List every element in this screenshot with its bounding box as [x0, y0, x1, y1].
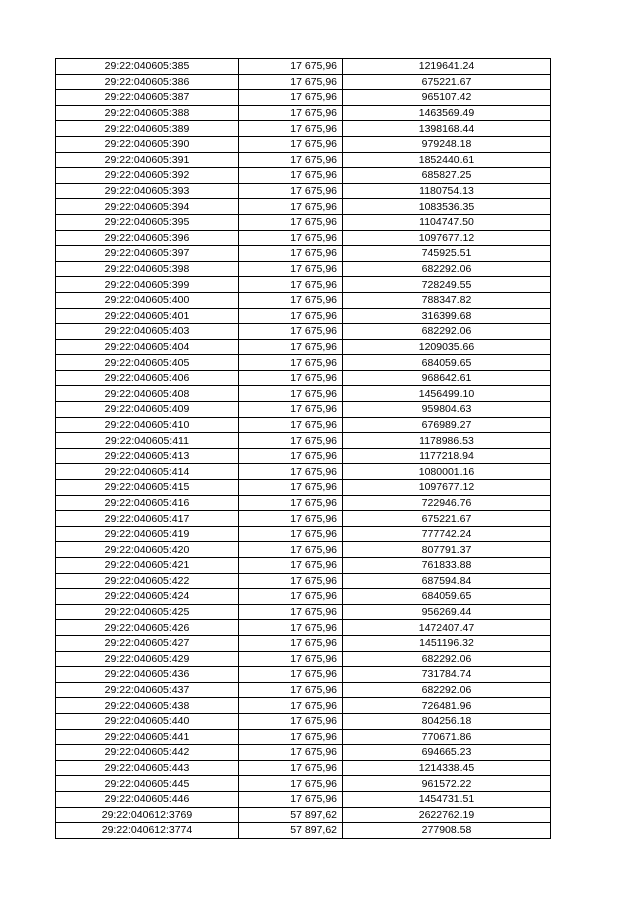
area-cell: 17 675,96	[239, 776, 343, 792]
cadastral-value-cell: 731784.74	[343, 667, 551, 683]
cadastral-value-cell: 685827.25	[343, 168, 551, 184]
area-cell: 17 675,96	[239, 526, 343, 542]
area-cell: 57 897,62	[239, 807, 343, 823]
table-row	[56, 90, 551, 106]
cadastral-number-cell: 29:22:040605:396	[56, 230, 239, 246]
cadastral-value-cell: 807791.37	[343, 542, 551, 558]
table-row	[56, 791, 551, 807]
cadastral-number-cell: 29:22:040605:425	[56, 604, 239, 620]
area-cell: 17 675,96	[239, 292, 343, 308]
area-cell: 17 675,96	[239, 402, 343, 418]
cadastral-number-cell: 29:22:040605:405	[56, 355, 239, 371]
table-row	[56, 667, 551, 683]
table-row	[56, 121, 551, 137]
table-row	[56, 324, 551, 340]
cadastral-value-cell: 1214338.45	[343, 760, 551, 776]
table-row	[56, 417, 551, 433]
table-row	[56, 355, 551, 371]
cadastral-number-cell: 29:22:040612:3769	[56, 807, 239, 823]
cadastral-value-cell: 788347.82	[343, 292, 551, 308]
area-cell: 17 675,96	[239, 59, 343, 75]
cadastral-number-cell: 29:22:040605:398	[56, 261, 239, 277]
cadastral-value-cell: 684059.65	[343, 589, 551, 605]
area-cell: 17 675,96	[239, 261, 343, 277]
cadastral-value-cell: 1180754.13	[343, 183, 551, 199]
cadastral-value-cell: 1104747.50	[343, 214, 551, 230]
table-row	[56, 760, 551, 776]
cadastral-value-cell: 770671.86	[343, 729, 551, 745]
area-cell: 17 675,96	[239, 433, 343, 449]
table-row	[56, 448, 551, 464]
area-cell: 17 675,96	[239, 698, 343, 714]
cadastral-number-cell: 29:22:040605:409	[56, 402, 239, 418]
cadastral-value-cell: 745925.51	[343, 246, 551, 262]
cadastral-value-cell: 1083536.35	[343, 199, 551, 215]
cadastral-number-cell: 29:22:040612:3774	[56, 823, 239, 839]
table-row	[56, 230, 551, 246]
cadastral-number-cell: 29:22:040605:391	[56, 152, 239, 168]
table-row	[56, 823, 551, 839]
table-row	[56, 807, 551, 823]
area-cell: 17 675,96	[239, 651, 343, 667]
table-row	[56, 59, 551, 75]
cadastral-number-cell: 29:22:040605:421	[56, 558, 239, 574]
cadastral-value-cell: 979248.18	[343, 136, 551, 152]
cadastral-number-cell: 29:22:040605:394	[56, 199, 239, 215]
area-cell: 17 675,96	[239, 495, 343, 511]
cadastral-value-cell: 1454731.51	[343, 791, 551, 807]
area-cell: 17 675,96	[239, 121, 343, 137]
cadastral-number-cell: 29:22:040605:429	[56, 651, 239, 667]
cadastral-number-cell: 29:22:040605:397	[56, 246, 239, 262]
area-cell: 17 675,96	[239, 308, 343, 324]
area-cell: 17 675,96	[239, 152, 343, 168]
cadastral-number-cell: 29:22:040605:411	[56, 433, 239, 449]
area-cell: 17 675,96	[239, 214, 343, 230]
cadastral-value-cell: 316399.68	[343, 308, 551, 324]
cadastral-number-cell: 29:22:040605:403	[56, 324, 239, 340]
cadastral-number-cell: 29:22:040605:387	[56, 90, 239, 106]
cadastral-value-cell: 1178986.53	[343, 433, 551, 449]
cadastral-number-cell: 29:22:040605:436	[56, 667, 239, 683]
area-cell: 17 675,96	[239, 589, 343, 605]
cadastral-value-cell: 1852440.61	[343, 152, 551, 168]
table-row	[56, 698, 551, 714]
area-cell: 17 675,96	[239, 682, 343, 698]
cadastral-number-cell: 29:22:040605:413	[56, 448, 239, 464]
table-row	[56, 152, 551, 168]
area-cell: 17 675,96	[239, 635, 343, 651]
area-cell: 17 675,96	[239, 105, 343, 121]
cadastral-number-cell: 29:22:040605:399	[56, 277, 239, 293]
table-row	[56, 511, 551, 527]
area-cell: 17 675,96	[239, 386, 343, 402]
cadastral-value-cell: 968642.61	[343, 370, 551, 386]
area-cell: 17 675,96	[239, 542, 343, 558]
cadastral-value-cell: 722946.76	[343, 495, 551, 511]
cadastral-number-cell: 29:22:040605:395	[56, 214, 239, 230]
cadastral-value-cell: 277908.58	[343, 823, 551, 839]
area-cell: 17 675,96	[239, 324, 343, 340]
table-row	[56, 682, 551, 698]
cadastral-value-cell: 675221.67	[343, 511, 551, 527]
cadastral-number-cell: 29:22:040605:386	[56, 74, 239, 90]
cadastral-number-cell: 29:22:040605:446	[56, 791, 239, 807]
area-cell: 17 675,96	[239, 760, 343, 776]
cadastral-number-cell: 29:22:040605:390	[56, 136, 239, 152]
cadastral-value-cell: 728249.55	[343, 277, 551, 293]
area-cell: 17 675,96	[239, 448, 343, 464]
cadastral-number-cell: 29:22:040605:404	[56, 339, 239, 355]
cadastral-value-cell: 1097677.12	[343, 230, 551, 246]
table-row	[56, 292, 551, 308]
cadastral-value-cell: 1456499.10	[343, 386, 551, 402]
cadastral-value-cell: 1080001.16	[343, 464, 551, 480]
table-row	[56, 261, 551, 277]
cadastral-value-cell: 675221.67	[343, 74, 551, 90]
cadastral-value-cell: 1451196.32	[343, 635, 551, 651]
table-row	[56, 386, 551, 402]
area-cell: 17 675,96	[239, 511, 343, 527]
table-row	[56, 433, 551, 449]
cadastral-number-cell: 29:22:040605:427	[56, 635, 239, 651]
table-row	[56, 651, 551, 667]
area-cell: 17 675,96	[239, 464, 343, 480]
cadastral-value-cell: 961572.22	[343, 776, 551, 792]
cadastral-number-cell: 29:22:040605:388	[56, 105, 239, 121]
cadastral-number-cell: 29:22:040605:445	[56, 776, 239, 792]
cadastral-number-cell: 29:22:040605:424	[56, 589, 239, 605]
cadastral-number-cell: 29:22:040605:443	[56, 760, 239, 776]
area-cell: 17 675,96	[239, 667, 343, 683]
table-row	[56, 246, 551, 262]
area-cell: 17 675,96	[239, 90, 343, 106]
table-row	[56, 214, 551, 230]
cadastral-number-cell: 29:22:040605:408	[56, 386, 239, 402]
table-row	[56, 168, 551, 184]
cadastral-value-cell: 726481.96	[343, 698, 551, 714]
table-row	[56, 776, 551, 792]
table-row	[56, 713, 551, 729]
table-body	[56, 59, 551, 839]
cadastral-value-cell: 1472407.47	[343, 620, 551, 636]
table-row	[56, 729, 551, 745]
cadastral-value-cell: 1219641.24	[343, 59, 551, 75]
table-row	[56, 277, 551, 293]
cadastral-value-cell: 682292.06	[343, 261, 551, 277]
cadastral-value-cell: 684059.65	[343, 355, 551, 371]
cadastral-number-cell: 29:22:040605:442	[56, 745, 239, 761]
area-cell: 17 675,96	[239, 339, 343, 355]
cadastral-number-cell: 29:22:040605:400	[56, 292, 239, 308]
cadastral-value-cell: 1097677.12	[343, 480, 551, 496]
cadastral-value-cell: 2622762.19	[343, 807, 551, 823]
cadastral-value-cell: 1177218.94	[343, 448, 551, 464]
table-row	[56, 308, 551, 324]
table-row	[56, 604, 551, 620]
cadastral-number-cell: 29:22:040605:389	[56, 121, 239, 137]
cadastral-number-cell: 29:22:040605:440	[56, 713, 239, 729]
area-cell: 17 675,96	[239, 745, 343, 761]
cadastral-number-cell: 29:22:040605:410	[56, 417, 239, 433]
cadastral-value-cell: 1398168.44	[343, 121, 551, 137]
area-cell: 57 897,62	[239, 823, 343, 839]
cadastral-number-cell: 29:22:040605:416	[56, 495, 239, 511]
cadastral-value-cell: 682292.06	[343, 651, 551, 667]
cadastral-value-cell: 804256.18	[343, 713, 551, 729]
cadastral-value-cell: 777742.24	[343, 526, 551, 542]
area-cell: 17 675,96	[239, 558, 343, 574]
table-row	[56, 542, 551, 558]
cadastral-number-cell: 29:22:040605:392	[56, 168, 239, 184]
table-row	[56, 495, 551, 511]
cadastral-number-cell: 29:22:040605:438	[56, 698, 239, 714]
area-cell: 17 675,96	[239, 620, 343, 636]
area-cell: 17 675,96	[239, 791, 343, 807]
table-row	[56, 183, 551, 199]
cadastral-number-cell: 29:22:040605:417	[56, 511, 239, 527]
cadastral-value-cell: 1463569.49	[343, 105, 551, 121]
area-cell: 17 675,96	[239, 230, 343, 246]
table-row	[56, 526, 551, 542]
cadastral-value-cell: 965107.42	[343, 90, 551, 106]
cadastral-value-cell: 676989.27	[343, 417, 551, 433]
area-cell: 17 675,96	[239, 183, 343, 199]
table-row	[56, 464, 551, 480]
cadastral-value-table	[55, 58, 551, 839]
cadastral-value-cell: 682292.06	[343, 682, 551, 698]
cadastral-number-cell: 29:22:040605:406	[56, 370, 239, 386]
cadastral-number-cell: 29:22:040605:420	[56, 542, 239, 558]
area-cell: 17 675,96	[239, 713, 343, 729]
cadastral-value-cell: 694665.23	[343, 745, 551, 761]
area-cell: 17 675,96	[239, 573, 343, 589]
area-cell: 17 675,96	[239, 136, 343, 152]
cadastral-number-cell: 29:22:040605:385	[56, 59, 239, 75]
cadastral-number-cell: 29:22:040605:414	[56, 464, 239, 480]
area-cell: 17 675,96	[239, 604, 343, 620]
area-cell: 17 675,96	[239, 370, 343, 386]
cadastral-number-cell: 29:22:040605:422	[56, 573, 239, 589]
area-cell: 17 675,96	[239, 480, 343, 496]
table-row	[56, 620, 551, 636]
cadastral-value-cell: 682292.06	[343, 324, 551, 340]
table-row	[56, 402, 551, 418]
area-cell: 17 675,96	[239, 246, 343, 262]
area-cell: 17 675,96	[239, 355, 343, 371]
table-row	[56, 589, 551, 605]
cadastral-number-cell: 29:22:040605:393	[56, 183, 239, 199]
table-row	[56, 105, 551, 121]
area-cell: 17 675,96	[239, 199, 343, 215]
table-row	[56, 635, 551, 651]
table-row	[56, 74, 551, 90]
area-cell: 17 675,96	[239, 417, 343, 433]
cadastral-value-cell: 687594.84	[343, 573, 551, 589]
cadastral-number-cell: 29:22:040605:437	[56, 682, 239, 698]
area-cell: 17 675,96	[239, 729, 343, 745]
cadastral-value-cell: 959804.63	[343, 402, 551, 418]
table-row	[56, 573, 551, 589]
area-cell: 17 675,96	[239, 277, 343, 293]
table-row	[56, 339, 551, 355]
cadastral-number-cell: 29:22:040605:426	[56, 620, 239, 636]
table-row	[56, 480, 551, 496]
cadastral-number-cell: 29:22:040605:419	[56, 526, 239, 542]
table-row	[56, 199, 551, 215]
cadastral-number-cell: 29:22:040605:441	[56, 729, 239, 745]
cadastral-number-cell: 29:22:040605:401	[56, 308, 239, 324]
cadastral-value-cell: 1209035.66	[343, 339, 551, 355]
cadastral-value-cell: 956269.44	[343, 604, 551, 620]
area-cell: 17 675,96	[239, 168, 343, 184]
cadastral-number-cell: 29:22:040605:415	[56, 480, 239, 496]
table-row	[56, 745, 551, 761]
table-row	[56, 136, 551, 152]
area-cell: 17 675,96	[239, 74, 343, 90]
cadastral-value-cell: 761833.88	[343, 558, 551, 574]
table-row	[56, 370, 551, 386]
table-row	[56, 558, 551, 574]
